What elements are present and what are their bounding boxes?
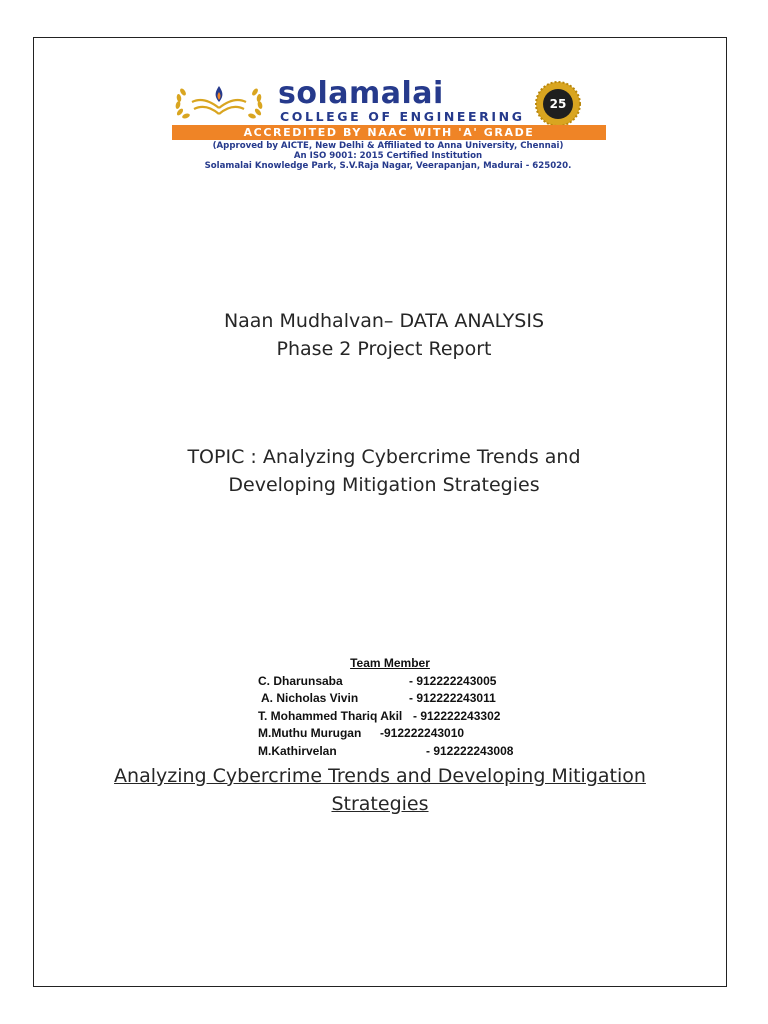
- topic-title: [0, 443, 768, 499]
- accreditation-band: ACCREDITED BY NAAC WITH 'A' GRADE: [172, 125, 606, 140]
- laurel-book-emblem-icon: [172, 82, 266, 124]
- report-title-line-1: Naan Mudhalvan– DATA ANALYSIS: [223, 310, 545, 332]
- college-name: COLLEGE OF ENGINEERING: [280, 109, 525, 124]
- member-number: - 912222243011: [409, 691, 496, 705]
- member-name: M.Kathirvelan: [258, 743, 337, 758]
- topic-line-1: TOPIC : Analyzing Cybercrime Trends and: [187, 446, 581, 468]
- team-heading: Team Member: [350, 656, 430, 670]
- document-heading-line-1: Analyzing Cybercrime Trends and Developing Mitigation: [114, 765, 646, 787]
- seal-number: 25: [549, 97, 567, 111]
- brand-name: solamalai: [278, 76, 444, 111]
- member-name: A. Nicholas Vivin: [261, 691, 359, 705]
- member-number: -912222243010: [380, 726, 465, 740]
- iso-line: An ISO 9001: 2015 Certified Institution: [293, 151, 483, 161]
- address-line: Solamalai Knowledge Park, S.V.Raja Nagar, Veerapanjan, Madurai - 625020.: [204, 161, 572, 171]
- document-heading: [60, 762, 700, 818]
- report-title: [0, 307, 768, 363]
- member-name: C. Dharunsaba: [258, 673, 343, 688]
- college-logo: [168, 76, 608, 175]
- member-name: M.Muthu Murugan: [258, 726, 362, 740]
- member-number: - 912222243008: [426, 743, 514, 758]
- document-heading-line-2: Strategies: [331, 793, 429, 815]
- anniversary-seal-icon: [534, 80, 582, 128]
- member-number: - 912222243302: [413, 708, 501, 723]
- member-name: T. Mohammed Thariq Akil: [258, 708, 403, 723]
- approval-line: (Approved by AICTE, New Delhi & Affiliated to Anna University, Chennai): [212, 141, 564, 151]
- page-border: [33, 37, 727, 987]
- member-number: - 912222243005: [409, 673, 497, 688]
- topic-line-2: Developing Mitigation Strategies: [228, 474, 540, 496]
- report-title-line-2: Phase 2 Project Report: [276, 338, 492, 360]
